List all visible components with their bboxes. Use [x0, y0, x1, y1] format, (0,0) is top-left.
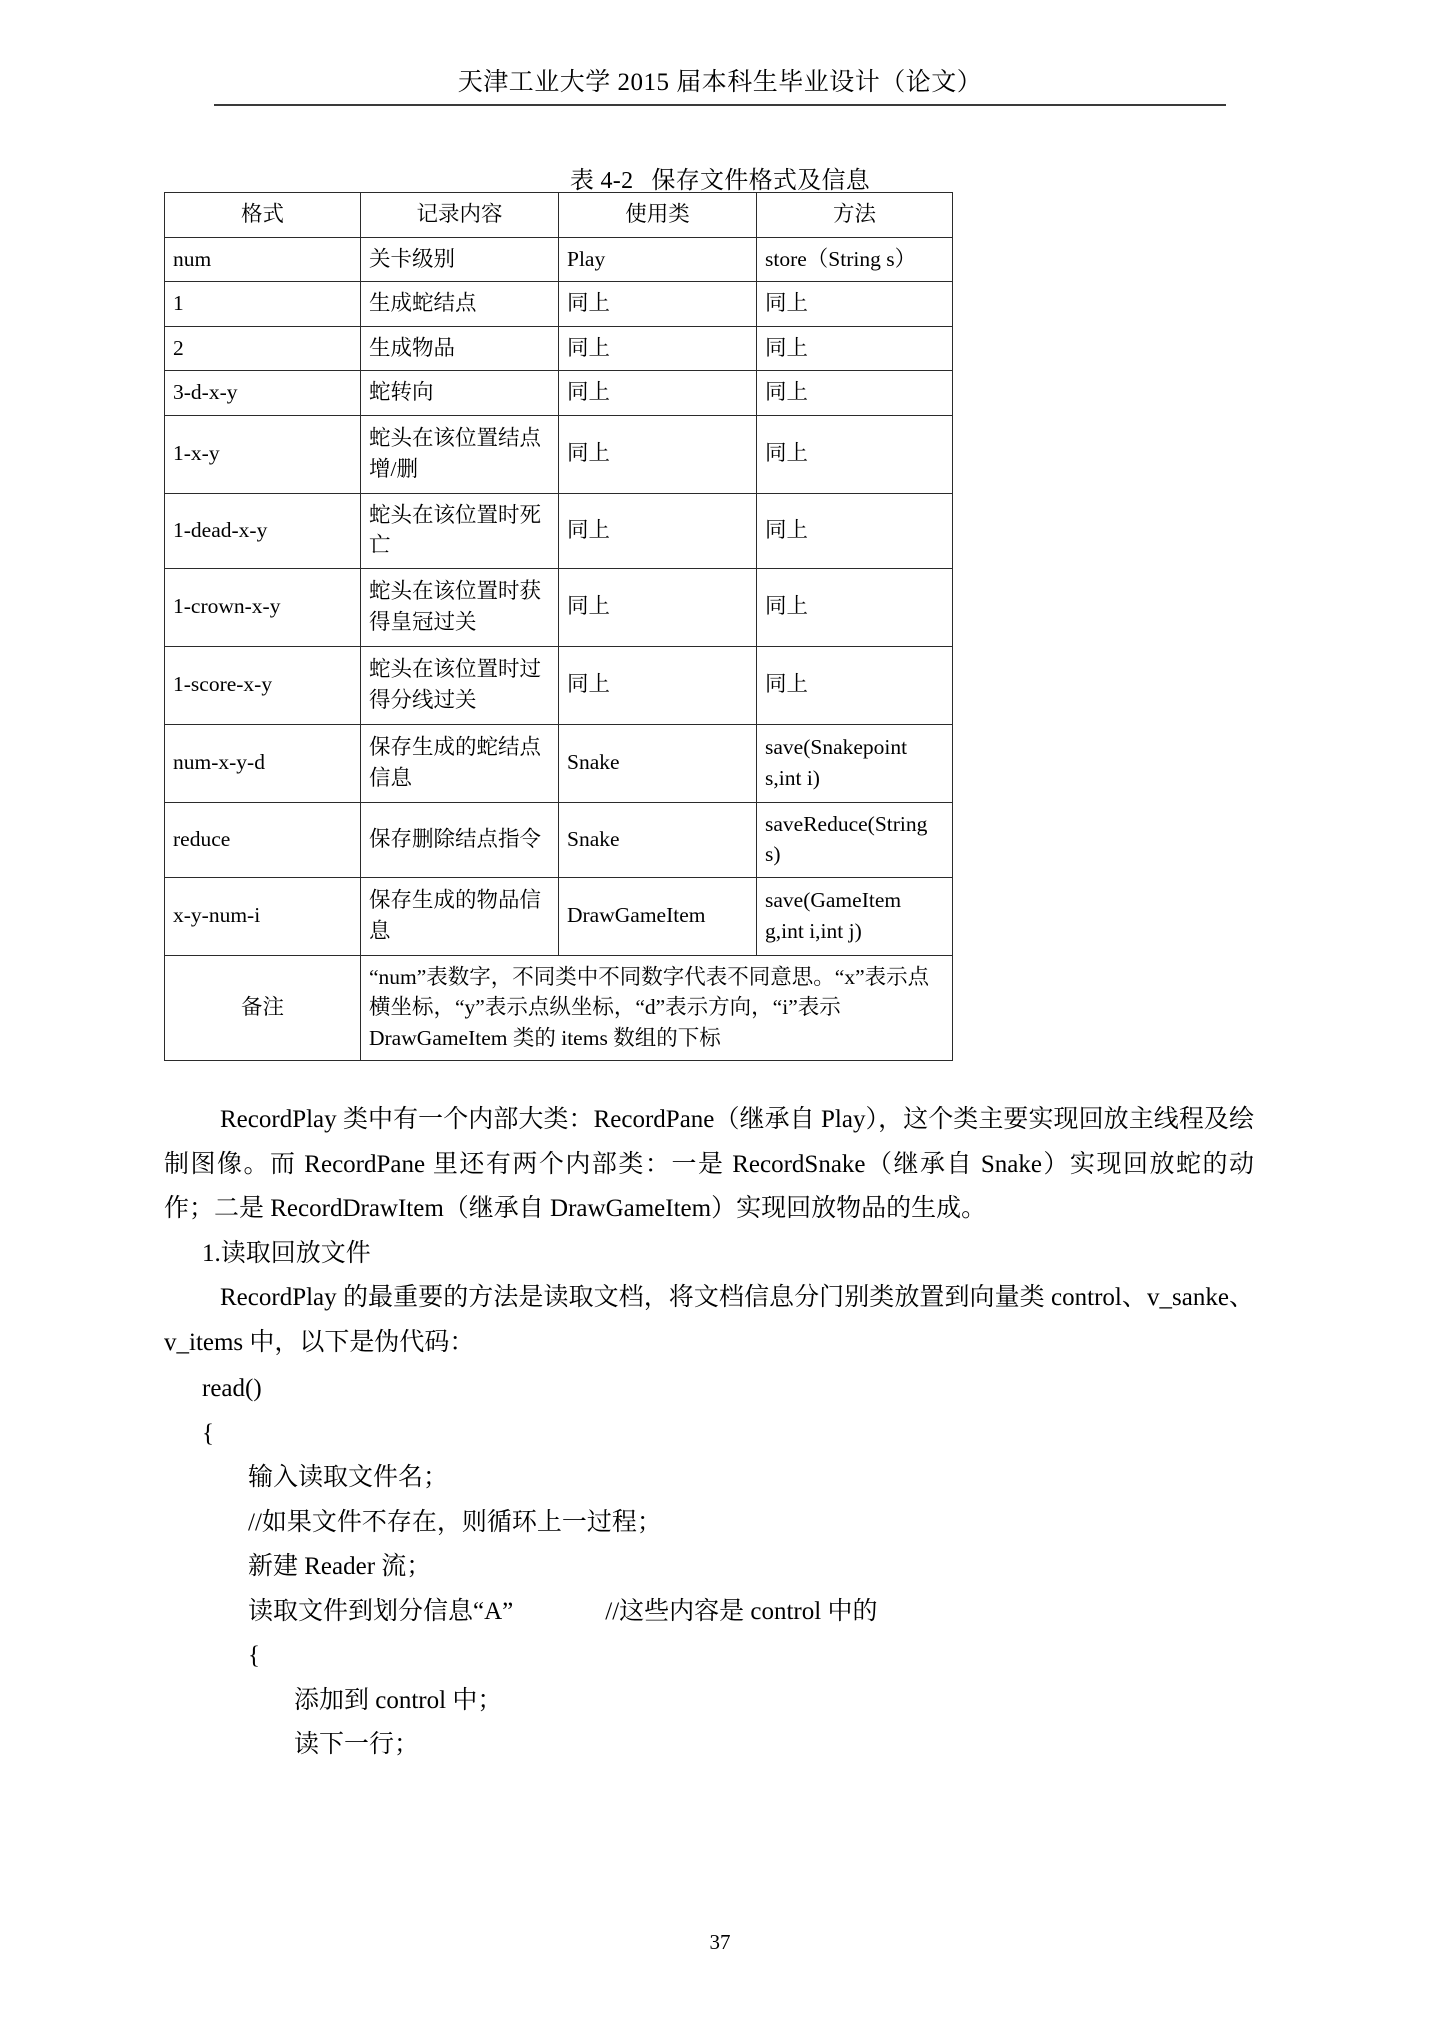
body-text — [164, 1098, 1254, 1768]
table-row — [165, 802, 953, 877]
page-number: 37 — [709, 1930, 731, 1954]
pseudocode-block — [164, 1367, 1254, 1768]
table-row — [165, 877, 953, 955]
cell-method: 同上 — [757, 646, 953, 724]
cell-format: num-x-y-d — [165, 724, 361, 802]
page-header — [0, 68, 1440, 98]
table-row — [165, 415, 953, 493]
cell-format: 1-crown-x-y — [165, 568, 361, 646]
code-read-to-marker-text: 读取文件到划分信息“A” — [248, 1597, 514, 1625]
code-line-add-to-control: 添加到 control 中； — [294, 1686, 503, 1714]
cell-method: save(GameItem g,int i,int j) — [757, 877, 953, 955]
code-line-read: read() — [202, 1375, 262, 1402]
code-line-read-to-marker — [164, 1590, 1254, 1635]
paragraph-recordplay-overview: RecordPlay 类中有一个内部大类：RecordPane（继承自 Play），这个类主要实现回放主线程及绘制图像。而 RecordPane 里还有两个内部类：一是 RecordSnake（继承自 Snake）实现回放蛇的动作；二是 RecordDrawItem（继承自 DrawGameItem）实现回放物品的生成。 — [164, 1106, 1254, 1222]
cell-class: DrawGameItem — [559, 877, 757, 955]
cell-content: 保存生成的蛇结点信息 — [361, 724, 559, 802]
code-line-comment-not-exist: //如果文件不存在，则循环上一过程； — [248, 1508, 662, 1536]
cell-content: 生成蛇结点 — [361, 282, 559, 327]
cell-content: 保存生成的物品信息 — [361, 877, 559, 955]
cell-method: 同上 — [757, 493, 953, 568]
cell-format: num — [165, 237, 361, 282]
table-header-row — [165, 193, 953, 238]
column-header-content: 记录内容 — [361, 193, 559, 238]
cell-class: Play — [559, 237, 757, 282]
table-row — [165, 282, 953, 327]
cell-note-body: “num”表数字，不同类中不同数字代表不同意思。“x”表示点横坐标，“y”表示点纵坐标，“d”表示方向，“i”表示 DrawGameItem 类的 items 数组的下标 — [361, 955, 953, 1061]
code-line-new-reader: 新建 Reader 流； — [248, 1553, 432, 1580]
code-read-to-marker-comment: //这些内容是 control 中的 — [605, 1597, 878, 1625]
header-title: 天津工业大学 2015 届本科生毕业设计（论文） — [457, 69, 983, 96]
page-footer — [0, 1930, 1440, 1955]
code-line-read-next: 读下一行； — [294, 1731, 420, 1758]
cell-format: 3-d-x-y — [165, 371, 361, 416]
code-line-inner-open-brace: { — [248, 1642, 260, 1669]
column-header-class: 使用类 — [559, 193, 757, 238]
cell-class: Snake — [559, 724, 757, 802]
cell-content: 蛇头在该位置时死亡 — [361, 493, 559, 568]
cell-format: 2 — [165, 326, 361, 371]
table-note-row — [165, 955, 953, 1061]
cell-class: 同上 — [559, 415, 757, 493]
table-row — [165, 237, 953, 282]
paragraph-section-heading: 1.读取回放文件 — [202, 1239, 371, 1267]
cell-content: 蛇头在该位置时获得皇冠过关 — [361, 568, 559, 646]
cell-content: 蛇头在该位置时过得分线过关 — [361, 646, 559, 724]
cell-content: 蛇头在该位置结点增/删 — [361, 415, 559, 493]
cell-format: reduce — [165, 802, 361, 877]
cell-method: 同上 — [757, 371, 953, 416]
cell-class: 同上 — [559, 371, 757, 416]
table-caption — [0, 160, 1440, 195]
cell-content: 生成物品 — [361, 326, 559, 371]
cell-class: 同上 — [559, 493, 757, 568]
cell-class: 同上 — [559, 326, 757, 371]
cell-format: x-y-num-i — [165, 877, 361, 955]
table-row — [165, 326, 953, 371]
cell-method: store（String s） — [757, 237, 953, 282]
cell-method: 同上 — [757, 568, 953, 646]
paragraph-read-method: RecordPlay 的最重要的方法是读取文档，将文档信息分门别类放置到向量类 control、v_sanke、v_items 中，以下是伪代码： — [164, 1284, 1254, 1356]
cell-format: 1-score-x-y — [165, 646, 361, 724]
cell-method: 同上 — [757, 282, 953, 327]
table-row — [165, 724, 953, 802]
code-line-open-brace: { — [202, 1419, 214, 1447]
cell-method: saveReduce(String s) — [757, 802, 953, 877]
cell-class: 同上 — [559, 282, 757, 327]
file-format-table-wrapper — [164, 192, 952, 1061]
table-row — [165, 493, 953, 568]
cell-class: Snake — [559, 802, 757, 877]
cell-method: 同上 — [757, 415, 953, 493]
table-row — [165, 371, 953, 416]
cell-note-label: 备注 — [165, 955, 361, 1061]
cell-content: 保存删除结点指令 — [361, 802, 559, 877]
cell-format: 1 — [165, 282, 361, 327]
code-line-input-filename: 输入读取文件名； — [248, 1464, 449, 1491]
cell-class: 同上 — [559, 646, 757, 724]
file-format-table — [164, 192, 953, 1061]
column-header-method: 方法 — [757, 193, 953, 238]
cell-content: 关卡级别 — [361, 237, 559, 282]
cell-format: 1-dead-x-y — [165, 493, 361, 568]
table-caption-text: 保存文件格式及信息 — [651, 168, 871, 194]
cell-method: 同上 — [757, 326, 953, 371]
cell-method: save(Snakepoint s,int i) — [757, 724, 953, 802]
column-header-format: 格式 — [165, 193, 361, 238]
cell-content: 蛇转向 — [361, 371, 559, 416]
table-row — [165, 568, 953, 646]
table-row — [165, 646, 953, 724]
cell-class: 同上 — [559, 568, 757, 646]
cell-format: 1-x-y — [165, 415, 361, 493]
table-caption-label: 表 4-2 — [569, 168, 634, 194]
header-divider — [214, 104, 1226, 106]
